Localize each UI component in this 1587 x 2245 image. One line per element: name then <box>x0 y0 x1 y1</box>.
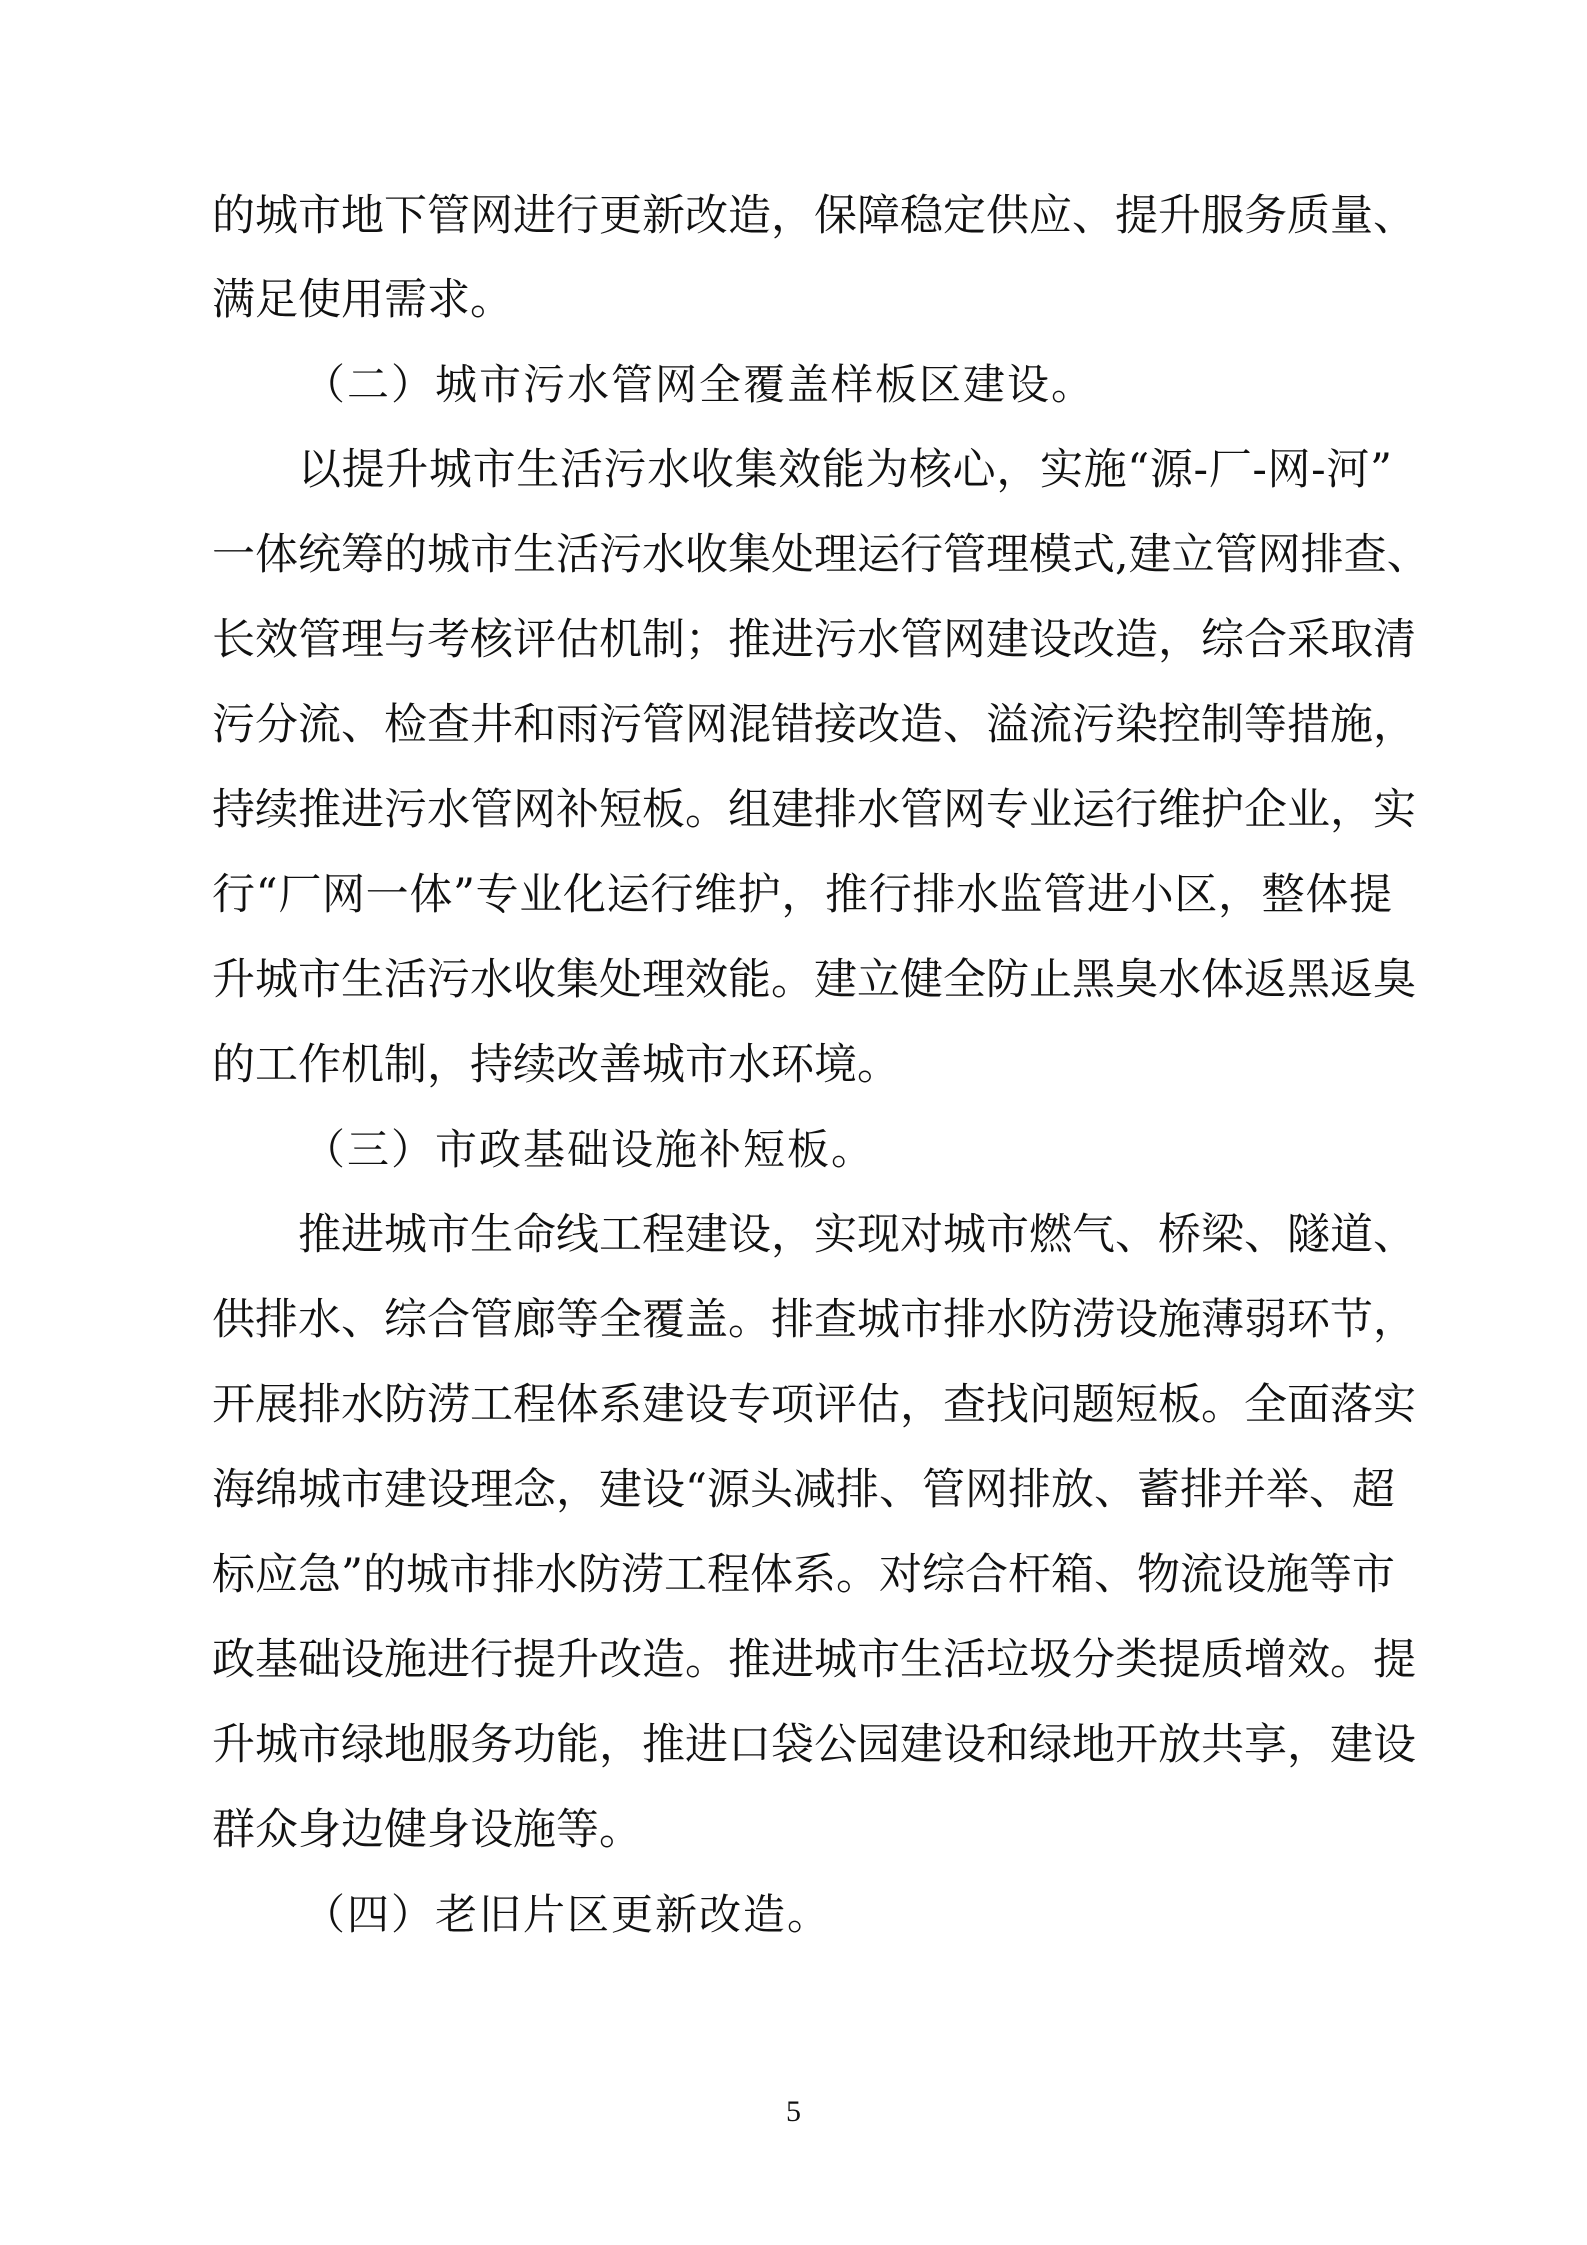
section-heading: （三）市政基础设施补短板。 <box>303 1125 876 1174</box>
body-line: 开展排水防涝工程体系建设专项评估，查找问题短板。全面落实 <box>212 1380 1416 1430</box>
body-line: 污分流、检查井和雨污管网混错接改造、溢流污染控制等措施， <box>212 700 1416 750</box>
body-line: 行“厂网一体”专业化运行维护，推行排水监管进小区，整体提 <box>212 870 1392 920</box>
body-line: 群众身边健身设施等。 <box>212 1805 642 1855</box>
body-line: 长效管理与考核评估机制；推进污水管网建设改造，综合采取清 <box>212 615 1416 665</box>
page-number: 5 <box>786 2095 801 2128</box>
body-line: 以提升城市生活污水收集效能为核心，实施“源-厂-网-河” <box>298 445 1392 495</box>
body-line: 满足使用需求。 <box>212 275 513 325</box>
body-line: 的工作机制，持续改善城市水环境。 <box>212 1040 900 1090</box>
body-line: 升城市绿地服务功能，推进口袋公园建设和绿地开放共享，建设 <box>212 1720 1416 1770</box>
section-heading: （二）城市污水管网全覆盖样板区建设。 <box>303 360 1096 409</box>
section-heading: （四）老旧片区更新改造。 <box>303 1890 832 1939</box>
body-line: 海绵城市建设理念，建设“源头减排、管网排放、蓄排并举、超 <box>212 1465 1395 1515</box>
body-line: 政基础设施进行提升改造。推进城市生活垃圾分类提质增效。提 <box>212 1635 1416 1685</box>
body-line: 持续推进污水管网补短板。组建排水管网专业运行维护企业，实 <box>212 785 1416 835</box>
body-line: 供排水、综合管廊等全覆盖。排查城市排水防涝设施薄弱环节， <box>212 1295 1416 1345</box>
body-line: 的城市地下管网进行更新改造，保障稳定供应、提升服务质量、 <box>212 191 1416 241</box>
body-line: 一体统筹的城市生活污水收集处理运行管理模式,建立管网排查、 <box>212 530 1430 580</box>
body-line: 推进城市生命线工程建设，实现对城市燃气、桥梁、隧道、 <box>298 1210 1416 1260</box>
body-line: 升城市生活污水收集处理效能。建立健全防止黑臭水体返黑返臭 <box>212 955 1416 1005</box>
body-line: 标应急”的城市排水防涝工程体系。对综合杆箱、物流设施等市 <box>212 1550 1395 1600</box>
